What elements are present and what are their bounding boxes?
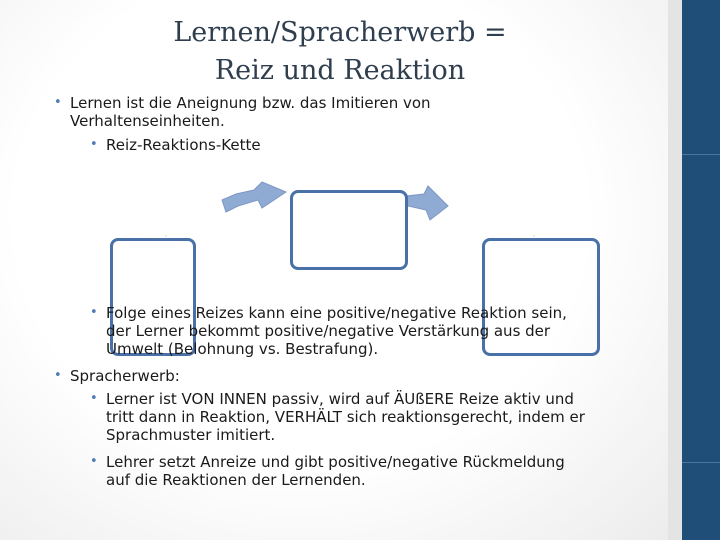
bullet-line: Lernen ist die Aneignung bzw. das Imitieren von bbox=[70, 94, 431, 112]
bullet-line: Verhaltenseinheiten. bbox=[70, 112, 225, 130]
bullet-level2 bbox=[90, 390, 585, 444]
side-rail-dark bbox=[682, 0, 720, 540]
bullet-line: Spracherwerb: bbox=[70, 367, 180, 385]
bullet-level1 bbox=[54, 94, 431, 130]
bullet-line: Umwelt (Belohnung vs. Bestrafung). bbox=[106, 340, 379, 358]
bullet-dot-icon: • bbox=[90, 137, 98, 152]
bullet-line: Lehrer setzt Anreize und gibt positive/negative Rückmeldung bbox=[106, 453, 565, 471]
bullet-line: Folge eines Reizes kann eine positive/negative Reaktion sein, bbox=[106, 304, 567, 322]
bullet-dot-icon: • bbox=[54, 95, 62, 110]
arrow-left-icon bbox=[222, 182, 286, 212]
title-line: Lernen/Spracherwerb = bbox=[173, 17, 507, 48]
bullet-dot-icon: • bbox=[90, 454, 98, 469]
bullet-dot-icon: • bbox=[54, 368, 62, 383]
arrow-right-icon bbox=[406, 186, 448, 220]
bullet-level2 bbox=[90, 304, 567, 358]
box-label-right: ....: bbox=[520, 233, 537, 241]
side-rail-light bbox=[668, 0, 682, 540]
bullet-line: Sprachmuster imitiert. bbox=[106, 426, 276, 444]
bullet-level1 bbox=[54, 367, 180, 385]
rail-divider bbox=[682, 462, 720, 463]
title-line: Reiz und Reaktion bbox=[214, 55, 466, 86]
bullet-dot-icon: • bbox=[90, 305, 98, 320]
bullet-dot-icon: • bbox=[90, 391, 98, 406]
box-label-center: . bbox=[296, 186, 300, 194]
bullet-level2 bbox=[90, 453, 565, 489]
diagram-box-center bbox=[290, 190, 408, 270]
bullet-line: Lerner ist VON INNEN passiv, wird auf ÄUßERE Reize aktiv und bbox=[106, 390, 574, 408]
bullet-level2 bbox=[90, 136, 261, 154]
bullet-line: tritt dann in Reaktion, VERHÄLT sich reaktionsgerecht, indem er bbox=[106, 408, 585, 426]
bullet-line: auf die Reaktionen der Lernenden. bbox=[106, 471, 366, 489]
bullet-line: der Lerner bekommt positive/negative Verstärkung aus der bbox=[106, 322, 551, 340]
rail-divider bbox=[682, 154, 720, 155]
box-label-left: ....: bbox=[152, 233, 169, 241]
bullet-line: Reiz-Reaktions-Kette bbox=[106, 136, 261, 154]
